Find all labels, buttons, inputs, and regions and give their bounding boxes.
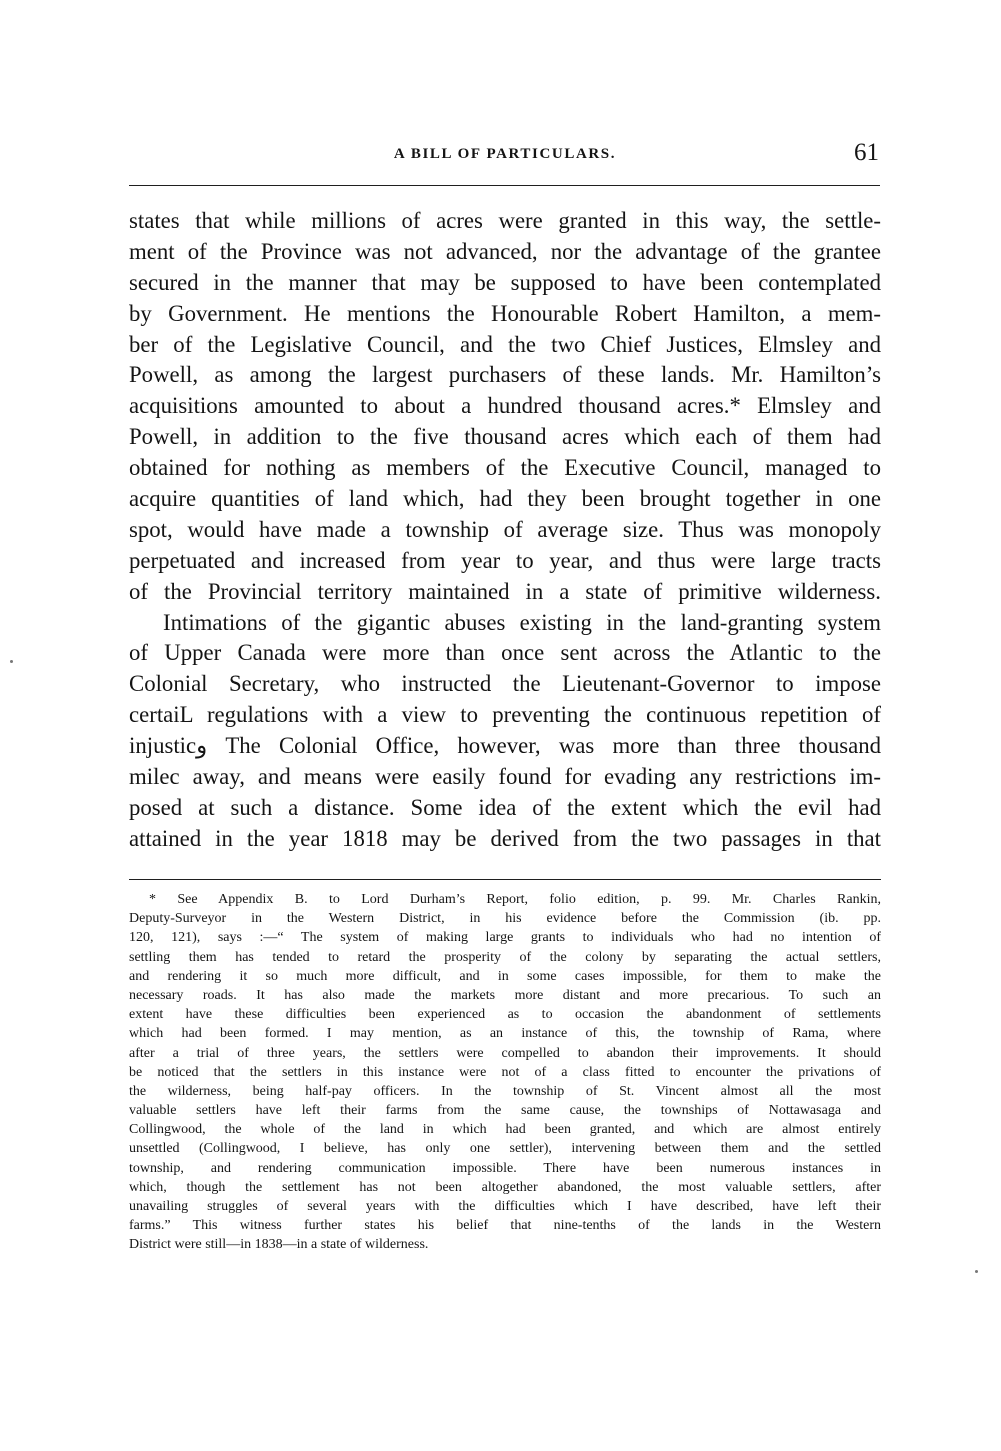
main-text-line: of Upper Canada were more than once sent across the Atlantic to the bbox=[129, 640, 881, 666]
footnote-line: valuable settlers have left their farms from the same cause, the townships of Nottawasaga and bbox=[129, 1103, 881, 1119]
main-text-line: obtained for nothing as members of the Executive Council, managed to bbox=[129, 455, 881, 481]
footnote-line: be noticed that the settlers in this instance were not of a class fitted to encounter the privations of bbox=[129, 1064, 881, 1080]
main-text-line: Intimations of the gigantic abuses existing in the land-granting system bbox=[163, 609, 881, 635]
main-text-line: acquisitions amounted to about a hundred thousand acres.* Elmsley and bbox=[129, 393, 881, 419]
footnote-line: unsettled (Collingwood, I believe, has only one settler), intervening between them and the settled bbox=[129, 1141, 881, 1157]
footnote-line: farms.” This witness further states his belief that nine-tenths of the lands in the Western bbox=[129, 1218, 881, 1234]
footnote bbox=[129, 890, 881, 1255]
main-text-line: ber of the Legislative Council, and the two Chief Justices, Elmsley and bbox=[129, 331, 881, 357]
main-text-line: certaiL regulations with a view to preventing the continuous repetition of bbox=[129, 702, 881, 728]
footnote-line: 120, 121), says :—“ The system of making large grants to individuals who had no intention of bbox=[129, 930, 881, 946]
page-number: 61 bbox=[854, 139, 879, 166]
main-text-line: posed at such a distance. Some idea of the extent which the evil had bbox=[129, 794, 881, 820]
footnote-line: and rendering it so much more difficult, and in some cases impossible, for them to make the bbox=[129, 968, 881, 984]
main-text-line: Powell, in addition to the five thousand acres which each of them had bbox=[129, 424, 881, 450]
footnote-line: township, and rendering communication impossible. There have been numerous instances in bbox=[129, 1160, 881, 1176]
main-text-line: secured in the manner that may be supposed to have been contemplated bbox=[129, 269, 881, 295]
main-text-line: perpetuated and increased from year to year, and thus were large tracts bbox=[129, 547, 881, 573]
footnote-line: extent have these difficulties been experienced as to occasion the abandonment of settlements bbox=[129, 1007, 881, 1023]
scan-dot-right bbox=[975, 1270, 978, 1273]
footnote-line: * See Appendix B. to Lord Durham’s Report, folio edition, p. 99. Mr. Charles Rankin, bbox=[149, 892, 881, 907]
main-text-line: spot, would have made a township of average size. Thus was monopoly bbox=[129, 516, 881, 542]
footnote-line: District were still—in 1838—in a state of wilderness. bbox=[129, 1237, 429, 1253]
main-text-line: ment of the Province was not advanced, nor the advantage of the grantee bbox=[129, 238, 881, 264]
main-text-line: by Government. He mentions the Honourable Robert Hamilton, a mem- bbox=[129, 300, 881, 326]
footnote-line: Collingwood, the whole of the land in which had been granted, and which are almost entirely bbox=[129, 1122, 881, 1138]
footnote-rule bbox=[129, 879, 881, 880]
main-text-line: injusticو The Colonial Office, however, was more than three thousand bbox=[129, 733, 881, 759]
main-text-line: milec away, and means were easily found for evading any restrictions im- bbox=[129, 764, 881, 790]
header-rule bbox=[129, 185, 880, 186]
main-text-line: acquire quantities of land which, had they been brought together in one bbox=[129, 486, 881, 512]
main-text-line: states that while millions of acres were granted in this way, the settle- bbox=[129, 208, 881, 233]
main-text-line: of the Provincial territory maintained in a state of primitive wilderness. bbox=[129, 578, 881, 604]
main-text bbox=[129, 206, 881, 855]
main-text-line: attained in the year 1818 may be derived from the two passages in that bbox=[129, 825, 881, 851]
running-title: A BILL OF PARTICULARS. bbox=[393, 146, 617, 162]
footnote-line: necessary roads. It has also made the markets more distant and more precarious. To such an bbox=[129, 987, 881, 1003]
footnote-line: the wilderness, being half-pay officers. In the township of St. Vincent almost all the most bbox=[129, 1083, 881, 1099]
footnote-line: settling them has tended to retard the prosperity of the colony by separating the actual settlers, bbox=[129, 949, 881, 965]
footnote-line: Deputy-Surveyor in the Western District, in his evidence before the Commission (ib. pp. bbox=[129, 911, 881, 927]
scan-dot-left bbox=[10, 660, 13, 663]
running-head bbox=[129, 138, 881, 172]
footnote-line: after a trial of three years, the settlers were compelled to abandon their improvements. It should bbox=[129, 1045, 881, 1061]
footnote-line: unavailing struggles of several years with the difficulties which I have described, have left their bbox=[129, 1199, 881, 1214]
footnote-line: which, though the settlement has not been altogether abandoned, the most valuable settlers, after bbox=[129, 1179, 881, 1195]
main-text-line: Colonial Secretary, who instructed the Lieutenant-Governor to impose bbox=[129, 671, 881, 697]
main-text-line: Powell, as among the largest purchasers of these lands. Mr. Hamilton’s bbox=[129, 362, 881, 388]
footnote-line: which had been formed. I may mention, as an instance of this, the township of Rama, where bbox=[129, 1026, 881, 1042]
